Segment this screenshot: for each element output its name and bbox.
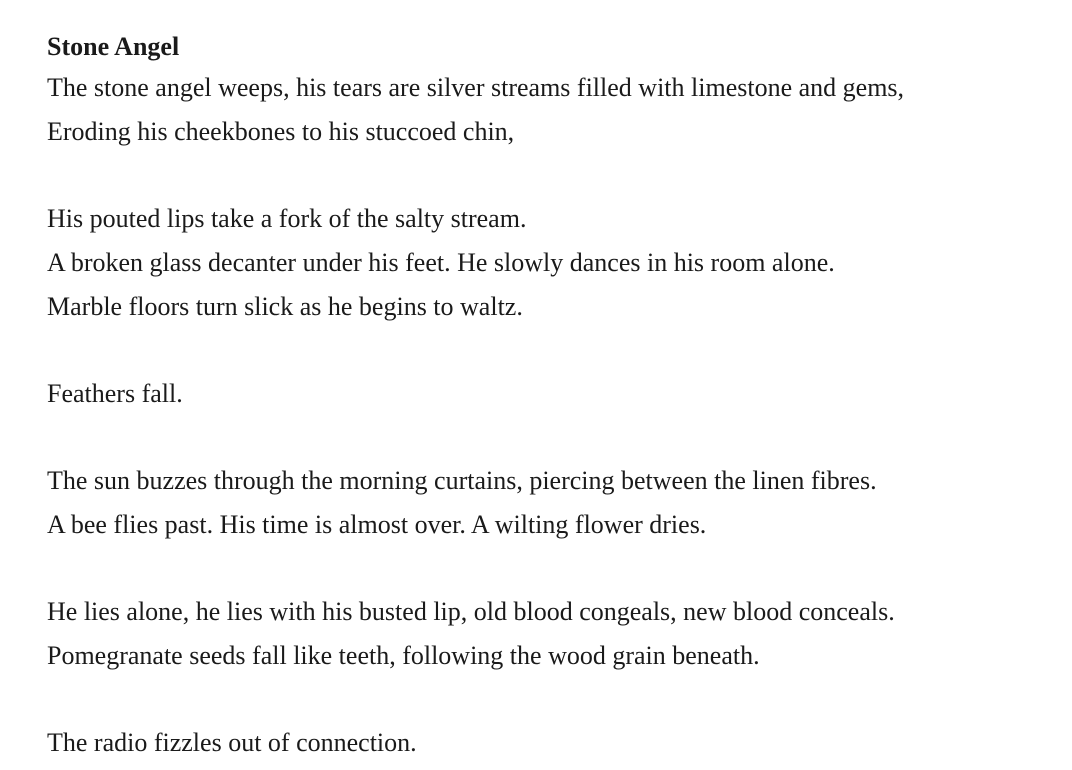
stanza-4	[47, 459, 1057, 547]
stanza-1	[47, 66, 1057, 154]
poem-line: Pomegranate seeds fall like teeth, following the wood grain beneath.	[47, 641, 760, 670]
poem-line: He lies alone, he lies with his busted lip, old blood congeals, new blood conceals.	[47, 597, 895, 626]
stanza-3	[47, 372, 1057, 416]
stanza-5	[47, 590, 1057, 678]
poem-line: Marble floors turn slick as he begins to waltz.	[47, 292, 523, 321]
poem-line: His pouted lips take a fork of the salty stream.	[47, 204, 527, 233]
poem-line: Eroding his cheekbones to his stuccoed chin,	[47, 117, 515, 146]
poem-line: A broken glass decanter under his feet. He slowly dances in his room alone.	[47, 248, 835, 277]
poem-line: The sun buzzes through the morning curtains, piercing between the linen fibres.	[47, 466, 877, 495]
poem-line: The stone angel weeps, his tears are silver streams filled with limestone and gems,	[47, 73, 905, 102]
poem-line: A bee flies past. His time is almost over. A wilting flower dries.	[47, 510, 707, 539]
poem	[47, 28, 1057, 765]
stanza-6	[47, 721, 1057, 765]
poem-line: Feathers fall.	[47, 379, 183, 408]
poem-line: The radio fizzles out of connection.	[47, 728, 417, 757]
stanza-2	[47, 197, 1057, 329]
poem-title: Stone Angel	[47, 32, 180, 61]
